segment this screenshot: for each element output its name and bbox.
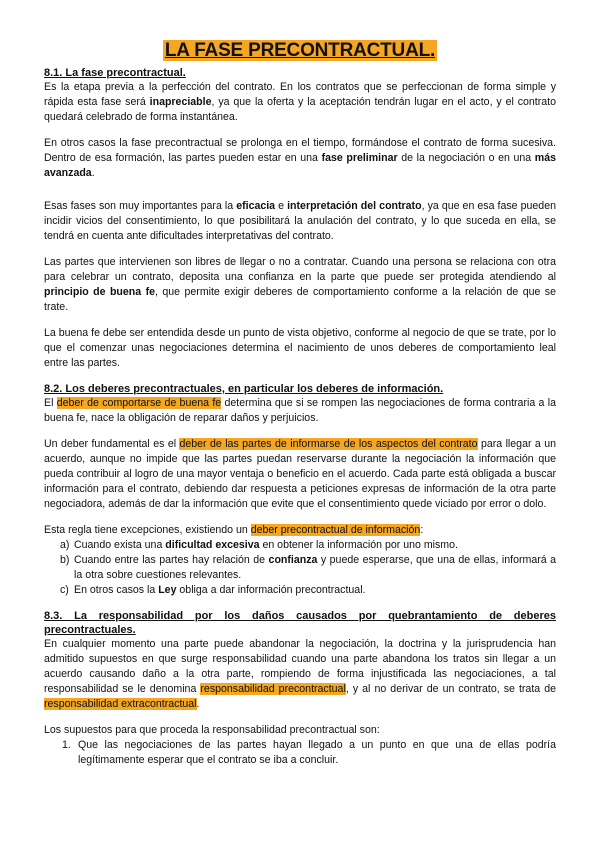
- paragraph: El deber de comportarse de buena fe determina que si se rompen las negociaciones de forma contraria a la buena fe, nace la obligación de reparar daños y perjuicios.: [44, 397, 556, 424]
- section-heading: 8.1. La fase precontractual.: [44, 67, 186, 79]
- exceptions-list: [44, 538, 556, 598]
- page-title: LA FASE PRECONTRACTUAL.: [164, 40, 436, 61]
- section-8-1: [44, 66, 556, 371]
- list-item: b) Cuando entre las partes hay relación de confianza y puede esperarse, que una de ellas, informará a la otra sobre cuestiones relevantes.: [60, 554, 556, 581]
- list-item: c) En otros casos la Ley obliga a dar información precontractual.: [60, 584, 366, 596]
- paragraph: Las partes que intervienen son libres de llegar o no a contratar. Cuando una persona se relaciona con otra para celebrar un contrato, deposita una confianza en la parte que puede ser protegida atendiendo al principio de buena fe, que permite exigir deberes de comportamiento conforme a la relación de que se trate.: [44, 256, 556, 313]
- paragraph: Esta regla tiene excepciones, existiendo un deber precontractual de información:: [44, 524, 424, 536]
- section-heading: 8.2. Los deberes precontractuales, en particular los deberes de información.: [44, 383, 444, 395]
- section-8-3: [44, 609, 556, 768]
- section-heading: 8.3. La responsabilidad por los daños causados por quebrantamiento de deberes precontractuales.: [44, 610, 556, 636]
- paragraph: En cualquier momento una parte puede abandonar la negociación, la doctrina y la jurisprudencia han admitido supuestos en que surge responsabilidad cuando una parte abandona los tratos sin llegar a un acuerdo causando daño a la otra parte, rompiendo de forma injustificada las negociaciones, a tal responsabilidad se le denomina responsabilidad precontractual, y al no derivar de un contrato, se trata de responsabilidad extracontractual.: [44, 638, 556, 710]
- highlighted-text: responsabilidad extracontractual: [44, 698, 197, 710]
- highlighted-text: deber de las partes de informarse de los aspectos del contrato: [179, 438, 478, 450]
- paragraph: Los supuestos para que proceda la responsabilidad precontractual son:: [44, 724, 380, 736]
- highlighted-text: deber precontractual de información: [250, 524, 421, 536]
- requirements-list: [44, 738, 556, 768]
- highlighted-text: deber de comportarse de buena fe: [56, 397, 222, 409]
- section-8-2: [44, 382, 556, 598]
- paragraph: Es la etapa previa a la perfección del contrato. En los contratos que se perfeccionan de forma simple y rápida esta fase será inapreciable, ya que la oferta y la aceptación tendrán lugar en el acto, y el contrato quedará celebrado de forma instantánea.: [44, 81, 556, 123]
- document-page: [44, 40, 556, 768]
- list-item: a) Cuando exista una dificultad excesiva en obtener la información por uno mismo.: [60, 539, 458, 551]
- paragraph: La buena fe debe ser entendida desde un punto de vista objetivo, conforme al negocio de que se trate, por lo que el comenzar unas negociaciones determina el nacimiento de unos deberes de comportamiento leal entre las partes.: [44, 327, 556, 369]
- highlighted-text: responsabilidad precontractual: [200, 683, 346, 695]
- paragraph: Un deber fundamental es el deber de las partes de informarse de los aspectos del contrato para llegar a un acuerdo, aunque no impide que las partes puedan reservarse durante la negociación la información que pueda contribuir al logro de una mayor ventaja o beneficio en el acuerdo. Cada parte está obligada a buscar información para el contrato, debiendo dar respuesta a peticiones expresas de información de la otra parte negociadora, además de dar la información que evite que el consentimiento quede viciado por error o dolo.: [44, 438, 557, 510]
- paragraph: Esas fases son muy importantes para la eficacia e interpretación del contrato, ya que en esa fase pueden incidir vicios del consentimiento, lo que posibilitará la anulación del contrato, y lo que suceda en ella, se tendrá en cuenta ante dificultades interpretativas del contrato.: [44, 200, 556, 242]
- paragraph: En otros casos la fase precontractual se prolonga en el tiempo, formándose el contrato de forma sucesiva. Dentro de esa formación, las partes pueden estar en una fase preliminar de la negociación o en una más avanzada.: [44, 137, 556, 179]
- list-item: 1. Que las negociaciones de las partes hayan llegado a un punto en que una de ellas podría legítimamente esperar que el contrato se iba a concluir.: [62, 739, 556, 766]
